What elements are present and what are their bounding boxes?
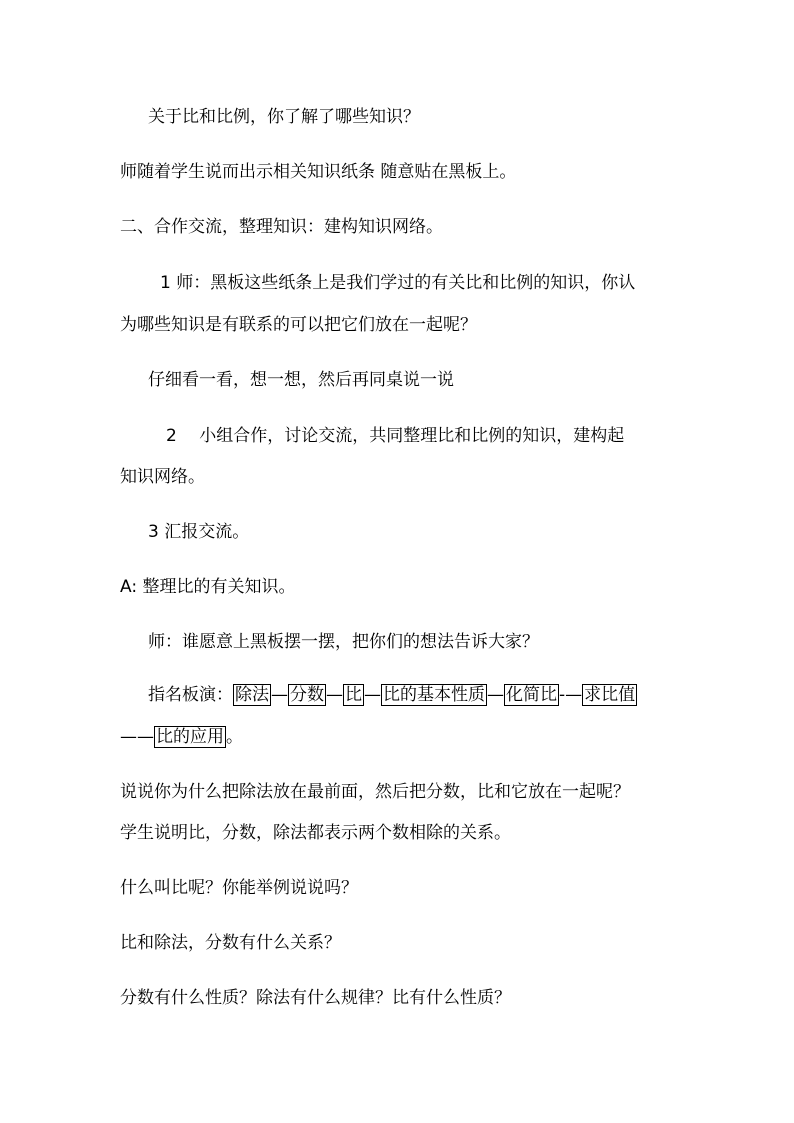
chain-box-simplify-ratio: 化简比 [506,685,557,705]
paragraph: 关于比和比例，你了解了哪些知识？ [148,107,420,127]
chain-prefix: 指名板演： [148,685,233,705]
chain-connector: — [364,685,381,705]
paragraph: 为哪些知识是有联系的可以把它们放在一起呢？ [120,315,477,335]
paragraph: 分数有什么性质？除法有什么规律？比有什么性质？ [120,988,511,1008]
chain-connector: — [326,685,343,705]
paragraph: 师随着学生说而出示相关知识纸条 随意贴在黑板上。 [120,162,517,182]
chain-box-ratio-application: 比的应用 [156,727,224,747]
chain-connector: -— [559,685,583,705]
paragraph: 知识网络。 [120,467,205,487]
paragraph: 什么叫比呢？你能举例说说吗？ [120,878,358,898]
chain-end-mark: 。 [226,727,243,747]
chain-box-ratio-property: 比的基本性质 [383,685,485,705]
paragraph: 说说你为什么把除法放在最前面，然后把分数，比和它放在一起呢？ [120,782,630,802]
chain-line-2 [120,726,794,748]
chain-box-ratio-value: 求比值 [584,685,636,705]
chain-box-ratio: 比 [345,685,362,705]
paragraph: A: 整理比的有关知识。 [120,577,296,597]
paragraph: 师：谁愿意上黑板摆一摆，把你们的想法告诉大家？ [148,632,539,652]
paragraph: 比和除法，分数有什么关系？ [120,933,341,953]
paragraph: 二、合作交流，整理知识：建构知识网络。 [120,217,443,237]
chain-box-division: 除法 [235,685,269,705]
chain-box-fraction: 分数 [290,685,324,705]
paragraph: 2 小组合作，讨论交流，共同整理比和比例的知识，建构起 [166,426,625,446]
chain-connector: —— [120,727,154,747]
chain-connector: — [271,685,288,705]
paragraph: 仔细看一看，想一想，然后再同桌说一说 [148,370,454,390]
paragraph: 学生说明比，分数，除法都表示两个数相除的关系。 [120,823,511,843]
paragraph: 3 汇报交流。 [148,522,250,542]
chain-line-1 [148,684,794,706]
paragraph: 1 师：黑板这些纸条上是我们学过的有关比和比例的知识，你认 [160,273,636,293]
chain-connector: — [487,685,504,705]
